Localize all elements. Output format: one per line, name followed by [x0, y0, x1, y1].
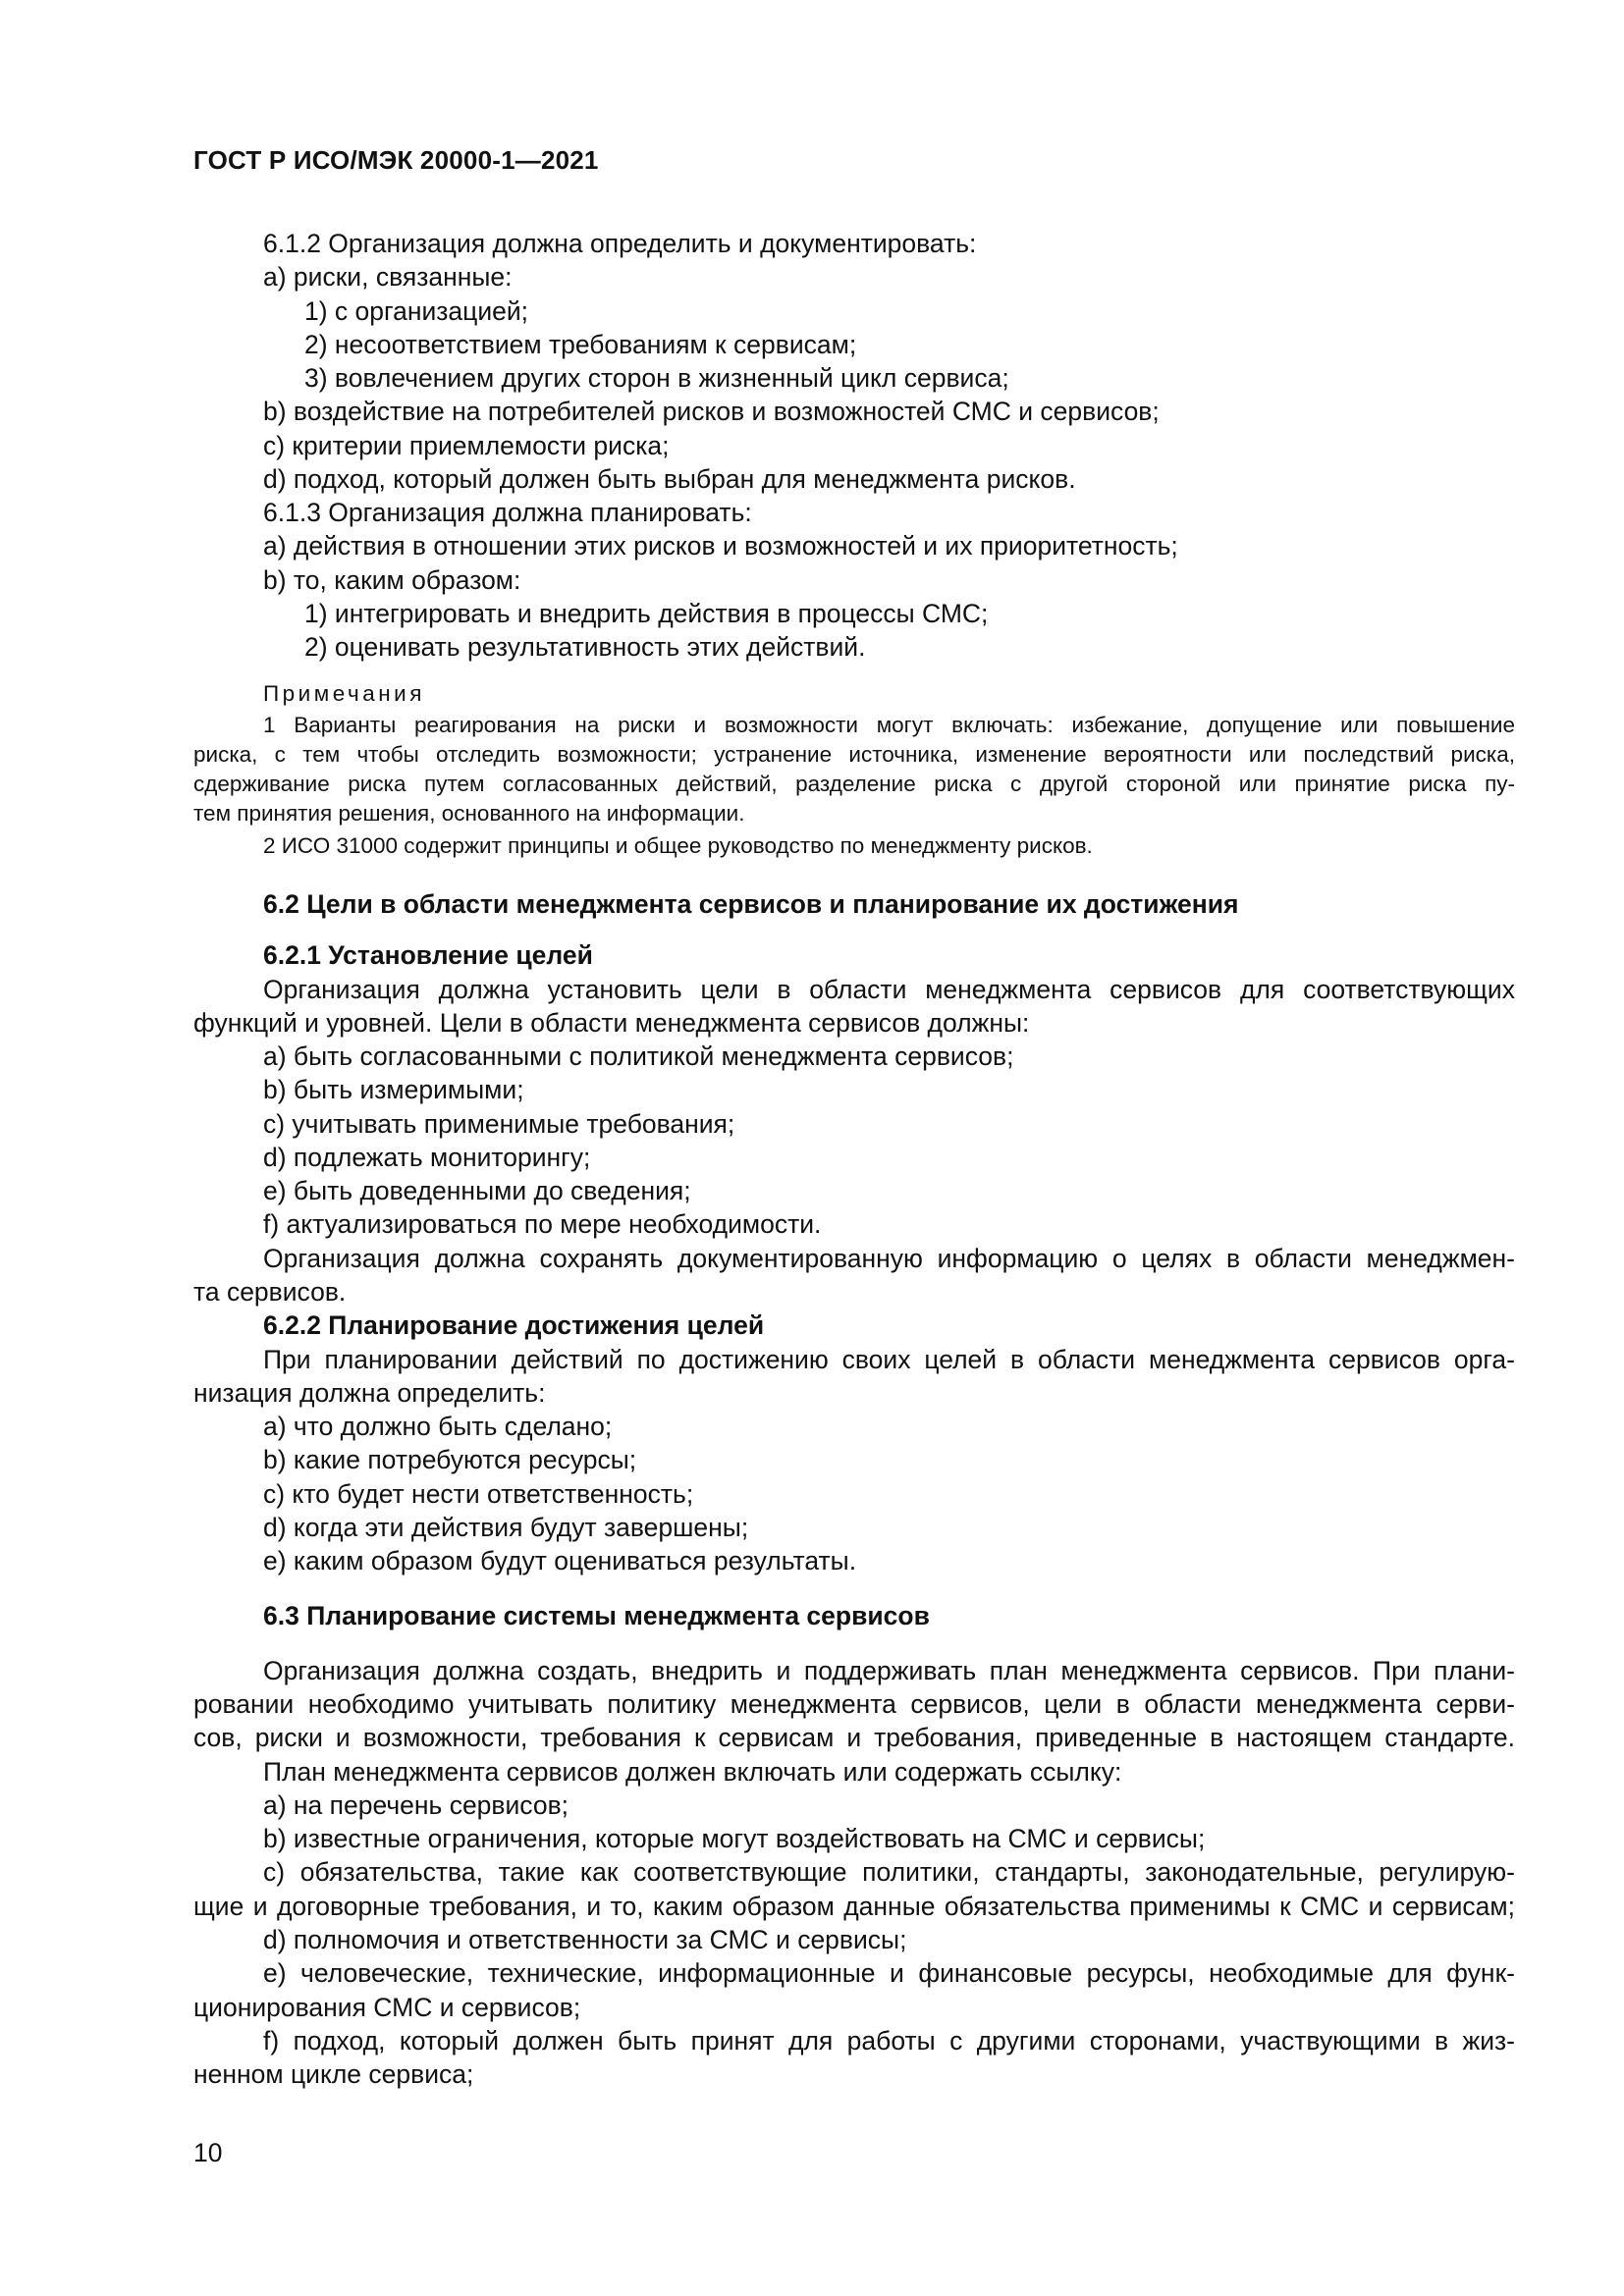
- clause-6-1-2-item-c: c) критерии приемлемости риска;: [263, 431, 670, 460]
- plan-item-d: d) полномочия и ответственности за СМС и сервисы;: [263, 1925, 907, 1954]
- note-1-line-4: тем принятия решения, основанного на информации.: [193, 801, 745, 826]
- objective-item-f: f) актуализироваться по мере необходимости.: [263, 1209, 822, 1239]
- clause-6-2-1-heading: 6.2.1 Установление целей: [263, 940, 593, 970]
- plan-item-b: b) известные ограничения, которые могут воздействовать на СМС и сервисы;: [263, 1824, 1206, 1853]
- clause-6-1-3-item-b1: 1) интегрировать и внедрить действия в процессы СМС;: [304, 599, 989, 628]
- note-1-line-3: сдерживание риска путем согласованных действий, разделение риска с другой стороной или принятие риска пу-: [193, 772, 1515, 796]
- objective-item-b: b) быть измеримыми;: [263, 1075, 524, 1104]
- clause-6-1-2-item-d: d) подход, который должен быть выбран для менеджмента рисков.: [263, 464, 1076, 494]
- section-6-3-heading: 6.3 Планирование системы менеджмента сервисов: [263, 1601, 930, 1630]
- clause-6-1-2-item-a3: 3) вовлечением других сторон в жизненный цикл сервиса;: [304, 363, 1009, 393]
- planning-item-e: e) каким образом будут оцениваться результаты.: [263, 1546, 857, 1575]
- objective-item-c: c) учитывать применимые требования;: [263, 1109, 735, 1139]
- clause-6-2-2-heading: 6.2.2 Планирование достижения целей: [263, 1310, 765, 1340]
- page-number: 10: [193, 2138, 223, 2167]
- clause-6-1-3-intro: 6.1.3 Организация должна планировать:: [263, 498, 752, 527]
- note-1-line-1: 1 Варианты реагирования на риски и возможности могут включать: избежание, допущение или повышение: [263, 713, 1515, 737]
- plan-item-f-line-1: f) подход, который должен быть принят для работы с другими сторонами, участвующими в жиз-: [263, 2026, 1515, 2056]
- clause-6-2-1-para-1-line-2: функций и уровней. Цели в области менеджмента сервисов должны:: [193, 1008, 1030, 1038]
- objective-item-d: d) подлежать мониторингу;: [263, 1143, 591, 1172]
- clause-6-1-2-intro: 6.1.2 Организация должна определить и документировать:: [263, 229, 977, 258]
- plan-item-e-line-2: ционирования СМС и сервисов;: [193, 1993, 581, 2022]
- clause-6-1-3-item-a: a) действия в отношении этих рисков и возможностей и их приоритетность;: [263, 531, 1178, 561]
- section-6-3-para-2: План менеджмента сервисов должен включать или содержать ссылку:: [263, 1757, 1122, 1787]
- clause-6-2-2-para-line-1: При планировании действий по достижению своих целей в области менеджмента сервисов орга-: [263, 1345, 1515, 1374]
- plan-item-f-line-2: ненном цикле сервиса;: [193, 2059, 474, 2089]
- objective-item-a: a) быть согласованными с политикой менеджмента сервисов;: [263, 1041, 1014, 1071]
- objective-item-e: e) быть доведенными до сведения;: [263, 1176, 691, 1205]
- note-1-line-2: риска, с тем чтобы отследить возможности; устранение источника, изменение вероятности или последствий риска,: [193, 742, 1515, 767]
- clause-6-1-2-item-b: b) воздействие на потребителей рисков и возможностей СМС и сервисов;: [263, 397, 1160, 426]
- planning-item-a: a) что должно быть сделано;: [263, 1412, 613, 1441]
- plan-item-e-line-1: e) человеческие, технические, информационные и финансовые ресурсы, необходимые для функ-: [263, 1958, 1515, 1988]
- clause-6-1-2-item-a2: 2) несоответствием требованиям к сервисам;: [304, 330, 857, 359]
- clause-6-2-2-para-line-2: низация должна определить:: [193, 1378, 546, 1408]
- planning-item-d: d) когда эти действия будут завершены;: [263, 1513, 749, 1542]
- section-6-3-para-1-line-3: сов, риски и возможности, требования к сервисам и требования, приведенные в настоящем стандарте.: [193, 1723, 1515, 1752]
- plan-item-c-line-2: щие и договорные требования, и то, каким образом данные обязательства применимы к СМС и сервисам;: [193, 1892, 1515, 1921]
- notes-title: Примечания: [263, 681, 425, 706]
- clause-6-2-1-para-1-line-1: Организация должна установить цели в области менеджмента сервисов для соответствующих: [263, 975, 1515, 1004]
- clause-6-1-3-item-b: b) то, каким образом:: [263, 565, 521, 595]
- clause-6-1-2-item-a: a) риски, связанные:: [263, 262, 513, 292]
- note-2: 2 ИСО 31000 содержит принципы и общее руководство по менеджменту рисков.: [263, 833, 1093, 858]
- clause-6-1-3-item-b2: 2) оценивать результативность этих действий.: [304, 632, 866, 662]
- planning-item-c: c) кто будет нести ответственность;: [263, 1479, 694, 1509]
- clause-6-2-1-para-2-line-2: та сервисов.: [193, 1277, 347, 1307]
- clause-6-2-1-para-2-line-1: Организация должна сохранять документированную информацию о целях в области менеджмен-: [263, 1244, 1515, 1273]
- plan-item-a: a) на перечень сервисов;: [263, 1790, 569, 1820]
- standard-designation: ГОСТ Р ИСО/МЭК 20000-1—2021: [193, 145, 599, 175]
- planning-item-b: b) какие потребуются ресурсы;: [263, 1445, 637, 1474]
- section-6-3-para-1-line-1: Организация должна создать, внедрить и поддерживать план менеджмента сервисов. При плани-: [263, 1656, 1515, 1685]
- section-6-2-heading: 6.2 Цели в области менеджмента сервисов и планирование их достижения: [263, 889, 1239, 919]
- clause-6-1-2-item-a1: 1) с организацией;: [304, 296, 529, 326]
- plan-item-c-line-1: c) обязательства, такие как соответствующие политики, стандарты, законодательные, регулирую-: [263, 1857, 1515, 1887]
- section-6-3-para-1-line-2: ровании необходимо учитывать политику менеджмента сервисов, цели в области менеджмента серви-: [193, 1689, 1515, 1719]
